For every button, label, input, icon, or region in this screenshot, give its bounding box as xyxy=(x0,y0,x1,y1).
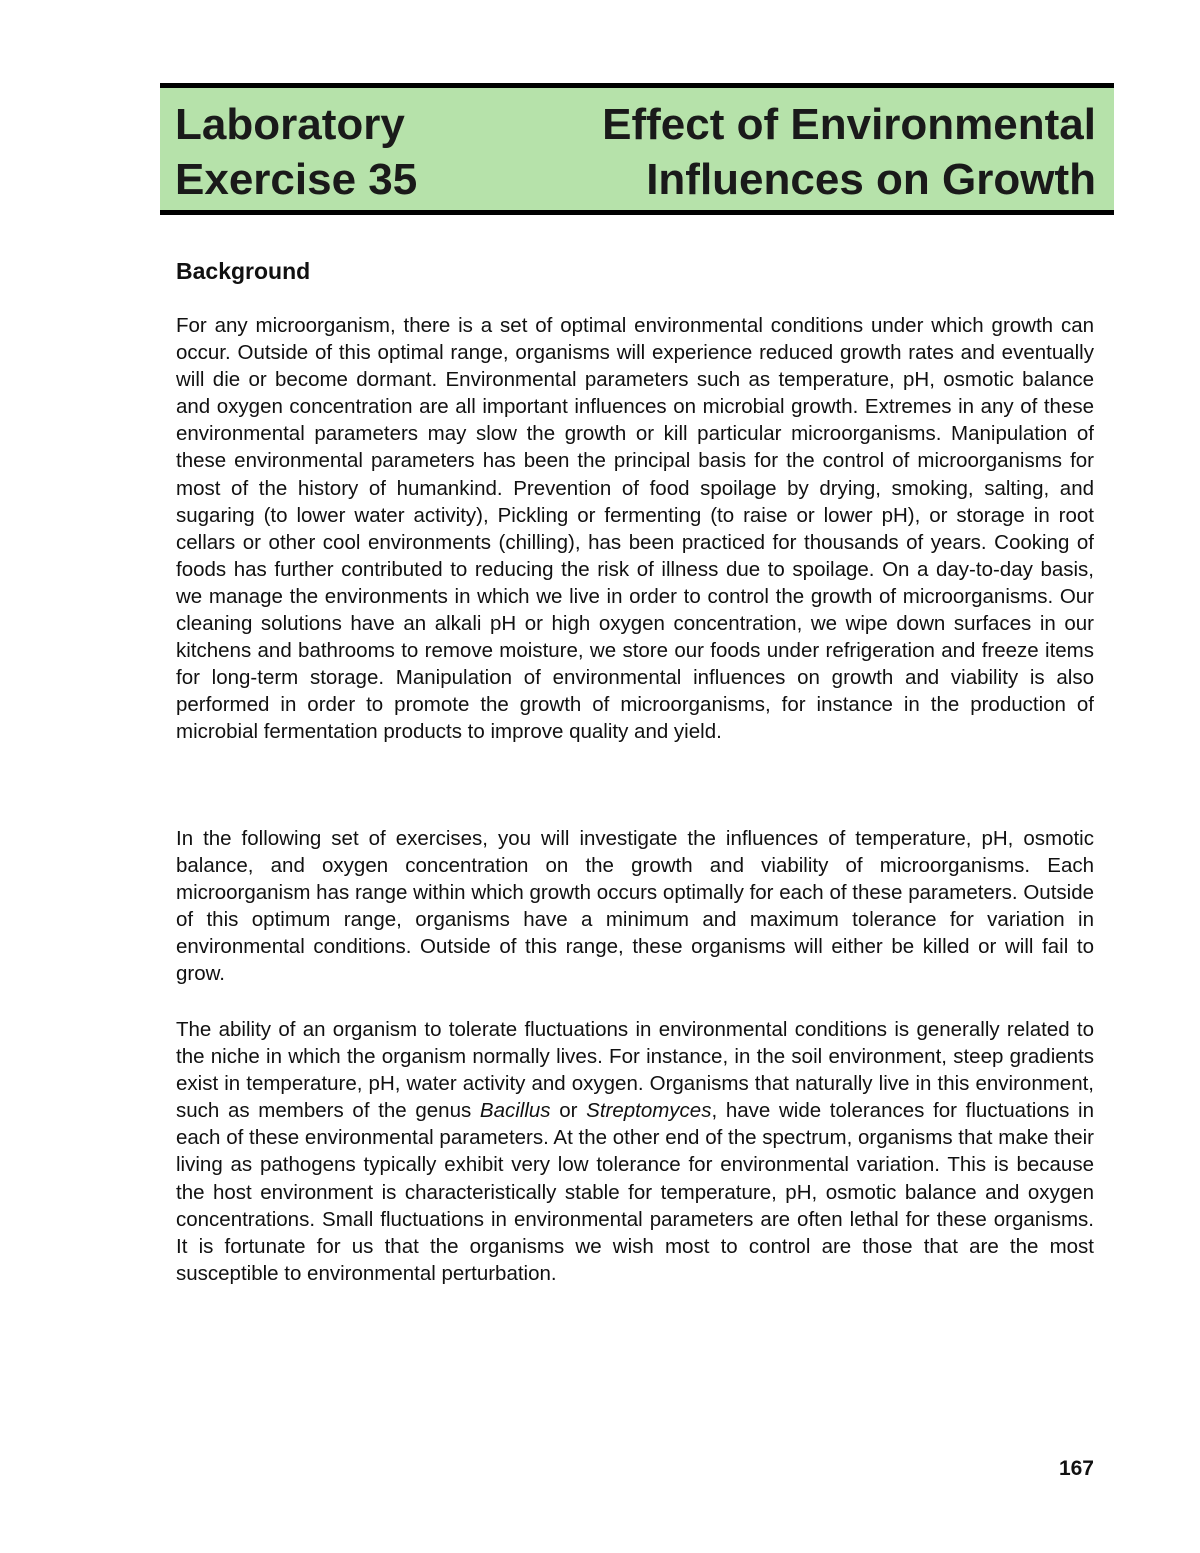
background-paragraph-3 xyxy=(176,1016,1094,1287)
paragraph-3-text-b: or xyxy=(550,1099,587,1123)
exercise-title-line2: Influences on Growth xyxy=(646,155,1096,204)
exercise-label xyxy=(175,97,417,207)
exercise-title-line1: Effect of Environmental xyxy=(602,100,1096,149)
background-paragraph-1: For any microorganism, there is a set of optimal environmental conditions under which growth can occur. Outside of this optimal range, organisms will experience reduced growth rates and eventually will die or become dormant. Environmental parameters such as temperature, pH, osmotic balance and oxygen concentration are all important influences on microbial growth. Extremes in any of these environmental parameters may slow the growth or kill particular microorganisms. Manipulation of these environmental parameters has been the principal basis for the control of microorganisms for most of the history of humankind. Prevention of food spoilage by drying, smoking, salting, and sugaring (to lower water activity), Pickling or fermenting (to raise or lower pH), or storage in root cellars or other cool environments (chilling), has been practiced for thousands of years. Cooking of foods has further contributed to reducing the risk of illness due to spoilage. On a day-to-day basis, we manage the environments in which we live in order to control the growth of microorganisms. Our cleaning solutions have an alkali pH or high oxygen concentration, we wipe down surfaces in our kitchens and bathrooms to remove moisture, we store our foods under refrigeration and freeze items for long-term storage. Manipulation of environmental influences on growth and viability is also performed in order to promote the growth of microorganisms, for instance in the production of microbial fermentation products to improve quality and yield. xyxy=(176,314,1094,744)
page-number: 167 xyxy=(1058,1457,1094,1480)
exercise-header xyxy=(160,83,1114,215)
exercise-label-line1: Laboratory xyxy=(175,100,405,149)
exercise-title xyxy=(602,97,1096,207)
genus-bacillus: Bacillus xyxy=(479,1099,551,1123)
exercise-label-line2: Exercise 35 xyxy=(175,155,418,204)
paragraph-3-text-c: , have wide tolerances for fluctuations in each of these environmental parameters. At the other end of the spectrum, organisms that make their living as pathogens typically exhibit very low tolerance for environmental variation. This is because the host environment is characteristically stable for temperature, pH, osmotic balance and oxygen concentrations. Small fluctuations in environmental parameters are often lethal for these organisms. It is fortunate for us that the organisms we wish most to control are those that are the most susceptible to environmental perturbation. xyxy=(176,1099,1095,1285)
genus-streptomyces: Streptomyces xyxy=(586,1099,712,1123)
paragraph-3-text-a: The ability of an organism to tolerate fluctuations in environmental conditions is generally related to the niche in which the organism normally lives. For instance, in the soil environment, steep gradients exist in temperature, pH, water activity and oxygen. Organisms that naturally live in this environment, such as members of the genus xyxy=(176,1018,1094,1123)
background-paragraph-2: In the following set of exercises, you will investigate the influences of temperature, pH, osmotic balance, and oxygen concentration on the growth and viability of microorganisms. Each microorganism has range within which growth occurs optimally for each of these parameters. Outside of this optimum range, organisms have a minimum and maximum tolerance for variation in environmental conditions. Outside of this range, these organisms will either be killed or will fail to grow. xyxy=(176,827,1094,986)
section-heading-background: Background xyxy=(176,258,311,284)
